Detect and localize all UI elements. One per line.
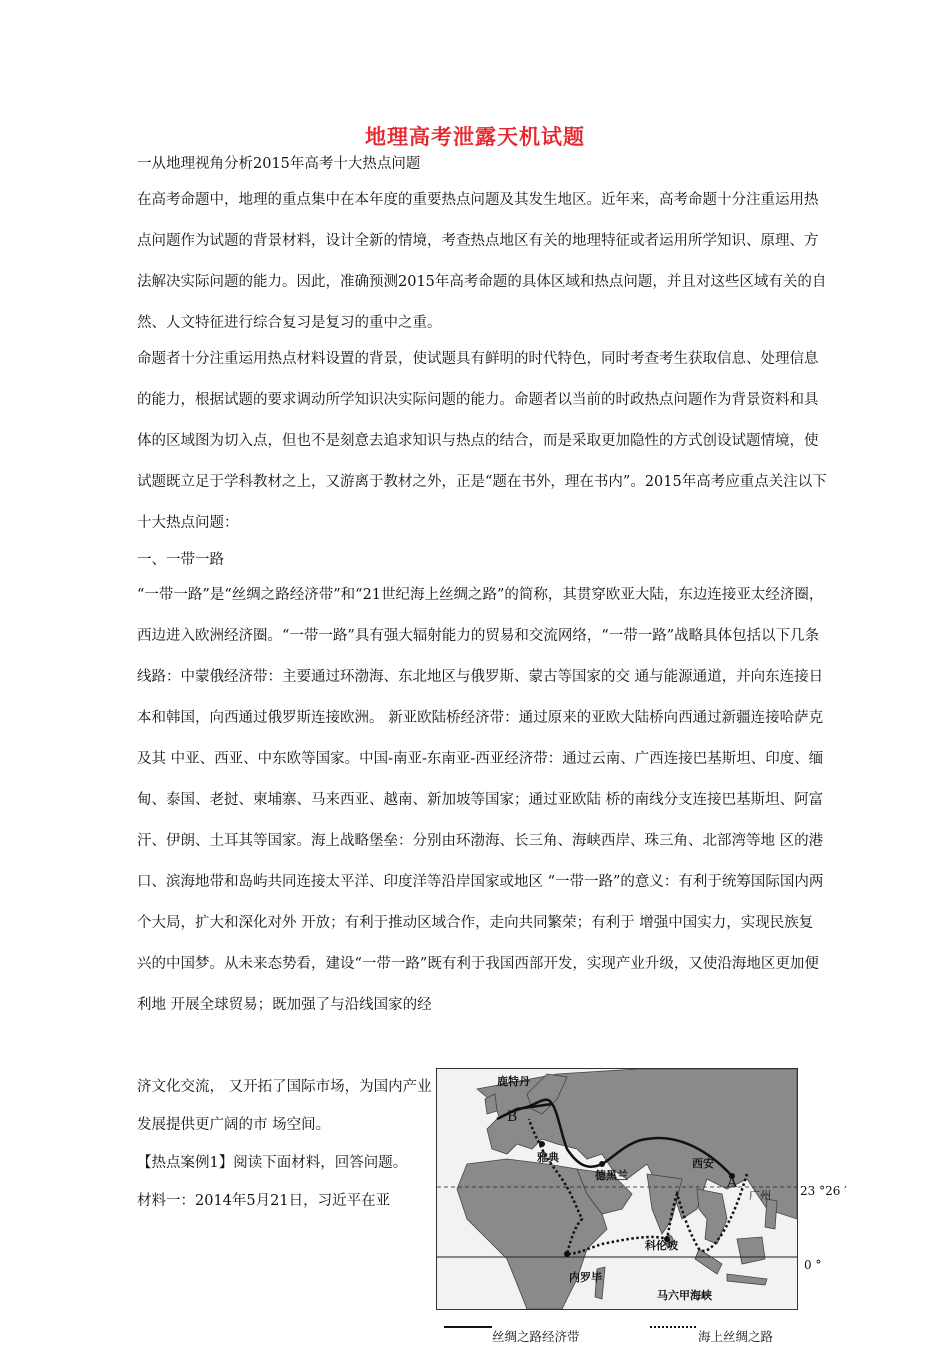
- latitude-tropic-label: 23 °26 ′: [800, 1184, 847, 1198]
- legend-land-line: [444, 1326, 492, 1328]
- label-malacca: 马六甲海峡: [657, 1289, 712, 1302]
- document-title: 地理高考泄露天机试题: [365, 124, 585, 149]
- label-xian: 西安: [692, 1157, 714, 1170]
- background-paragraph: 命题者十分注重运用热点材料设置的背景，使试题具有鲜明的时代特色，同时考查考生获取信息、处理信息的能力，根据试题的要求调动所学知识决实际问题的能力。命题者以当前的时政热点问题作为背景资料和具体的区域图为切入点，但也不是刻意去追求知识与热点的结合，而是采取更加隐性的方式创设试题情境，使试题既立足于学科教材之上，又游离于教材之外，正是“题在书外，理在书内”。2015年高考应重点关注以下十大热点问题：: [137, 351, 827, 531]
- label-athens: 雅典: [537, 1151, 559, 1164]
- label-point-a: A: [727, 1175, 738, 1191]
- left-column-text: [137, 1068, 437, 1220]
- left-column-continuation: 济文化交流， 又开拓了国际市场，为国内产业发展提供更广阔的市 场空间。: [137, 1079, 432, 1133]
- label-guangzhou: 广州: [749, 1189, 771, 1202]
- java-landmass: [727, 1274, 767, 1285]
- latitude-equator-label: 0 °: [804, 1258, 822, 1272]
- legend-sea-label: 海上丝绸之路: [698, 1329, 774, 1344]
- legend-land-label: 丝绸之路经济带: [492, 1329, 580, 1344]
- map-svg: [437, 1069, 797, 1309]
- seasia-landmass: [697, 1189, 727, 1244]
- case-text: 阅读下面材料，回答问题。: [233, 1155, 408, 1171]
- philippines-landmass: [765, 1199, 777, 1229]
- athens-marker: [539, 1141, 545, 1147]
- label-rotterdam: 鹿特丹: [497, 1075, 530, 1088]
- intro-paragraph: 在高考命题中，地理的重点集中在本年度的重要热点问题及其发生地区。近年来，高考命题十分注重运用热点问题作为试题的背景材料，设计全新的情境，考查热点地区有关的地理特征或者运用所学知识、原理、方法解决实际问题的能力。因此，准确预测2015年高考命题的具体区域和热点问题，并且对这些区域有关的自然、人文特征进行综合复习是复习的重中之重。: [137, 192, 827, 331]
- case-label: 【热点案例1】: [137, 1155, 234, 1171]
- nairobi-marker: [564, 1251, 570, 1257]
- label-point-b: B: [507, 1109, 518, 1125]
- borneo-landmass: [737, 1237, 765, 1264]
- belt-road-paragraph: “一带一路”是“丝绸之路经济带”和“21世纪海上丝绸之路”的简称，其贯穿欧亚大陆，东边连接亚太经济圈，西边进入欧洲经济圈。“一带一路”具有强大辐射能力的贸易和交流网络，“一带一路”战略具体包括以下几条线路：中蒙俄经济带：主要通过环渤海、东北地区与俄罗斯、蒙古等国家的交 通与能源通道，并向东连接日本和韩国，向西通过俄罗斯连接欧洲。 新亚欧陆桥经济带：通过原来的亚欧大陆桥向西通过新疆连接哈萨克及其 中亚、西亚、中东欧等国家。中国-南亚-东南亚-西亚经济带：通过云南、广西连接巴基斯坦、印度、缅 甸、泰国、老挝、柬埔寨、马来西亚、越南、新加坡等国家；通过亚欧陆 桥的南线分支连接巴基斯坦、阿富汗、伊朗、土耳其等国家。海上战略堡垒：分别由环渤海、长三角、海峡西岸、珠三角、北部湾等地 区的港口、滨海地带和岛屿共同连接太平洋、印度洋等沿岸国家或地区 “一带一路”的意义：有利于统筹国际国内两个大局，扩大和深化对外 开放；有利于推动区域合作，走向共同繁荣；有利于 增强中国实力，实现民族复兴的中国梦。从未来态势看，建设“一带一路”既有利于我国西部开发，实现产业升级，又使沿海地区更加便利地 开展全球贸易；既加强了与沿线国家的经: [137, 587, 824, 1013]
- label-nairobi: 内罗毕: [569, 1271, 602, 1284]
- silk-road-map: [436, 1068, 798, 1310]
- section-heading-belt-road: 一、一带一路: [137, 552, 224, 568]
- label-tehran: 德黑兰: [595, 1169, 628, 1182]
- tehran-marker: [599, 1161, 605, 1167]
- material-line: 材料一：2014年5月21日，习近平在亚: [137, 1193, 391, 1209]
- sumatra-landmass: [695, 1249, 722, 1274]
- legend-sea-line: [650, 1326, 696, 1328]
- label-colombo: 科伦坡: [645, 1239, 678, 1252]
- document-subtitle: 一从地理视角分析2015年高考十大热点问题: [137, 156, 421, 172]
